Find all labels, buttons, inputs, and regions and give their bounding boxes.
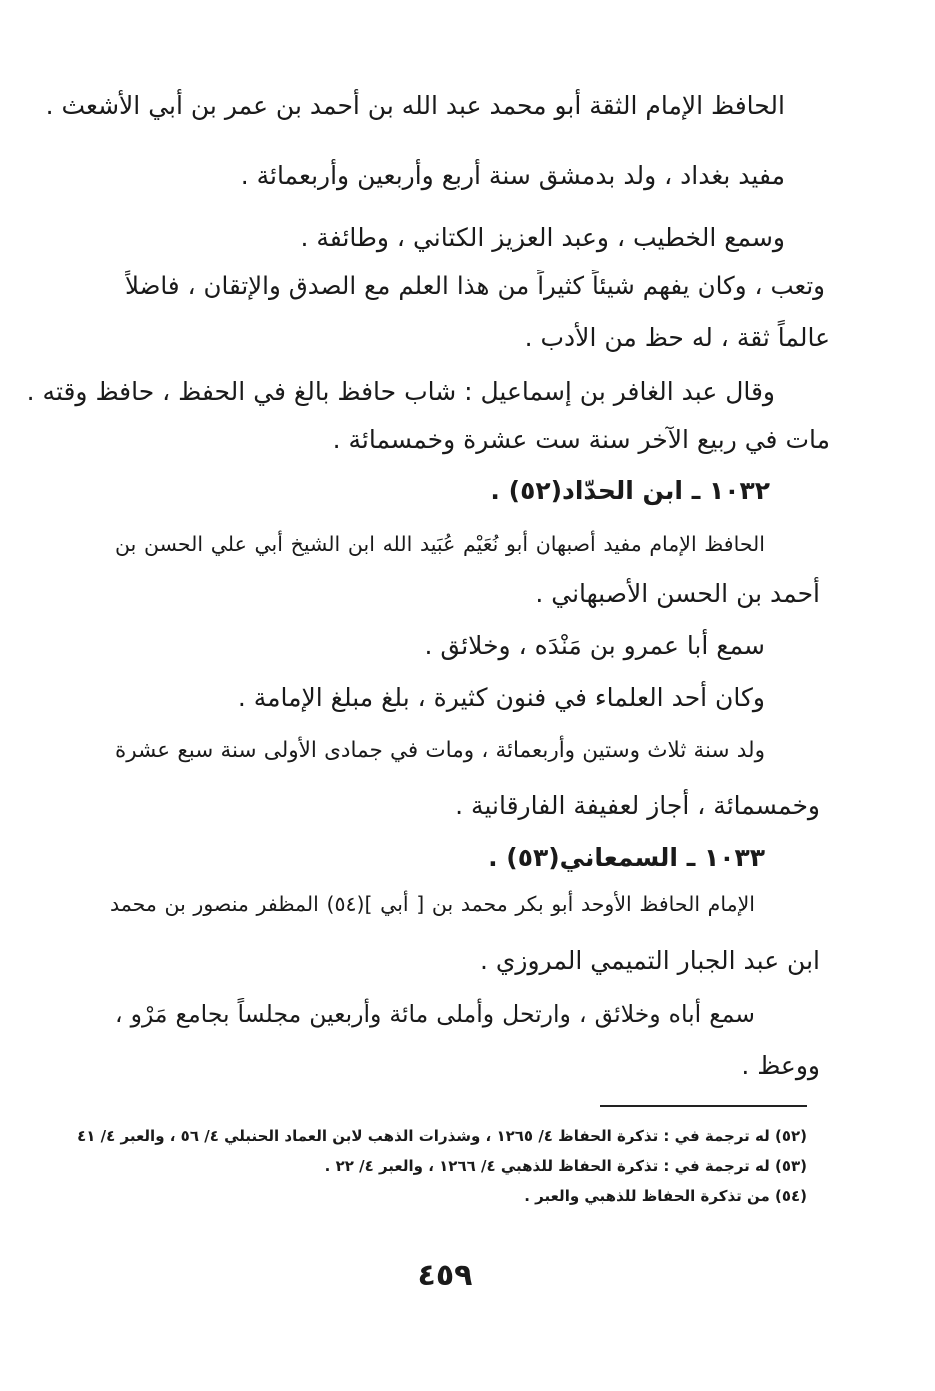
text-line-4: وتعب ، وكان يفهم شيئاً كثيراً من هذا العلم مع الصدق والإتقان ، فاضلاً bbox=[125, 271, 825, 300]
text-line-10: أحمد بن الحسن الأصبهاني . bbox=[535, 579, 820, 608]
text-line-11: سمع أبا عمرو بن مَنْدَه ، وخلائق . bbox=[424, 631, 765, 660]
text-line-9: الحافظ الإمام مفيد أصبهان أبو نُعَيْم عُبَيد الله ابن الشيخ أبي علي الحسن بن bbox=[115, 532, 765, 556]
text-line-7: مات في ربيع الآخر سنة ست عشرة وخمسمائة . bbox=[332, 425, 830, 454]
text-line-18: سمع أباه وخلائق ، وارتحل وأملى مائة وأربعين مجلساً بجامع مَرْو ، bbox=[115, 1000, 755, 1028]
footnote-53: (٥٣) له ترجمة في : تذكرة الحفاظ للذهبي ٤/ ١٢٦٦ ، والعبر ٤/ ٢٢ . bbox=[324, 1157, 807, 1175]
text-line-14: وخمسمائة ، أجاز لعفيفة الفارقانية . bbox=[455, 791, 820, 820]
text-line-19: ووعظ . bbox=[741, 1051, 820, 1080]
text-line-6: وقال عبد الغافر بن إسماعيل : شاب حافظ بالغ في الحفظ ، حافظ وقته . bbox=[26, 377, 775, 406]
text-line-16: الإمام الحافظ الأوحد أبو بكر محمد بن [ أبي ](٥٤) المظفر منصور بن محمد bbox=[110, 892, 755, 916]
entry-heading-1033: ١٠٣٣ ـ السمعاني(٥٣) . bbox=[488, 843, 765, 872]
text-line-1: الحافظ الإمام الثقة أبو محمد عبد الله بن أحمد بن عمر بن أبي الأشعث . bbox=[45, 91, 785, 120]
text-line-3: وسمع الخطيب ، وعبد العزيز الكتاني ، وطائفة . bbox=[300, 223, 785, 252]
footnote-separator bbox=[600, 1105, 807, 1107]
text-line-12: وكان أحد العلماء في فنون كثيرة ، بلغ مبلغ الإمامة . bbox=[237, 683, 765, 712]
text-line-13: ولد سنة ثلاث وستين وأربعمائة ، ومات في جمادى الأولى سنة سبع عشرة bbox=[115, 738, 765, 763]
text-line-17: ابن عبد الجبار التميمي المروزي . bbox=[479, 946, 820, 975]
entry-heading-1032: ١٠٣٢ ـ ابن الحدّاد(٥٢) . bbox=[490, 476, 770, 505]
text-line-2: مفيد بغداد ، ولد بدمشق سنة أربع وأربعين وأربعمائة . bbox=[240, 161, 785, 190]
footnote-54: (٥٤) من تذكرة الحفاظ للذهبي والعبر . bbox=[524, 1187, 807, 1205]
footnote-52: (٥٢) له ترجمة في : تذكرة الحفاظ ٤/ ١٢٦٥ ، وشذرات الذهب لابن العماد الحنبلي ٤/ ٥٦ ، والعبر ٤/ ٤١ bbox=[77, 1127, 807, 1145]
text-line-5: عالماً ثقة ، له حظ من الأدب . bbox=[524, 323, 830, 352]
page-number: ٤٥٩ bbox=[417, 1258, 473, 1293]
